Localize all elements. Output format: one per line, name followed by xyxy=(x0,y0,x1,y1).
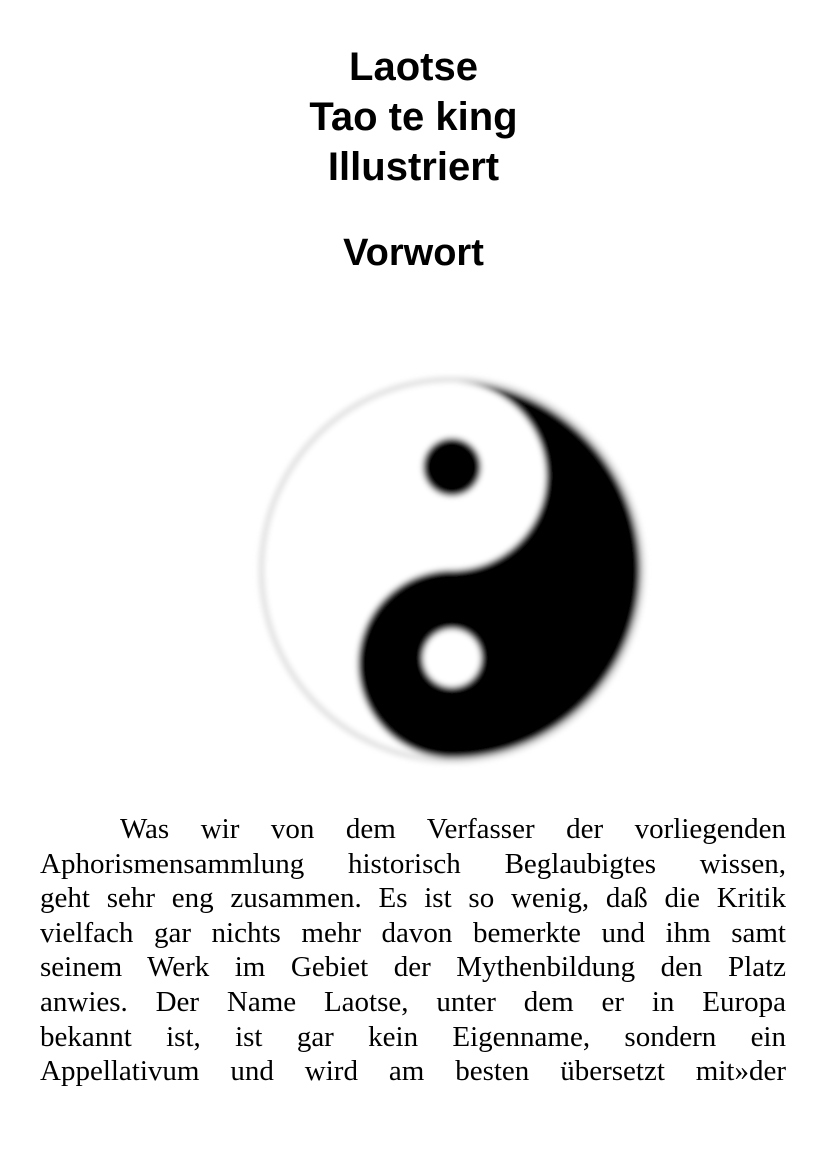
emblem-light-dot xyxy=(423,629,481,687)
title-subtitle: Illustriert xyxy=(327,145,500,189)
title-author: Laotse xyxy=(349,45,478,89)
paragraph-line: Aphorismensammlung historisch Beglaubigtes wissen, xyxy=(40,847,786,880)
yin-yang-icon xyxy=(252,370,652,770)
title-block xyxy=(0,42,827,192)
paragraph-line: seinem Werk im Gebiet der Mythenbildung den Platz xyxy=(40,951,786,984)
paragraph-line: vielfach gar nichts mehr davon bemerkte und ihm samt xyxy=(40,916,786,949)
paragraph-line: geht sehr eng zusammen. Es ist so wenig, daß die Kritik xyxy=(40,882,786,915)
emblem-dark-dot xyxy=(423,438,481,496)
section-heading: Vorwort xyxy=(343,232,484,274)
preface-paragraph xyxy=(40,812,786,1089)
paragraph-line: anwies. Der Name Laotse, unter dem er in Europa xyxy=(40,985,786,1018)
title-work: Tao te king xyxy=(309,95,518,139)
paragraph-line: Appellativum und wird am besten übersetzt mit»der xyxy=(40,1055,786,1088)
paragraph-line: bekannt ist, ist gar kein Eigenname, sondern ein xyxy=(40,1020,786,1053)
paragraph-line: Was wir von dem Verfasser der vorliegenden xyxy=(120,813,786,845)
